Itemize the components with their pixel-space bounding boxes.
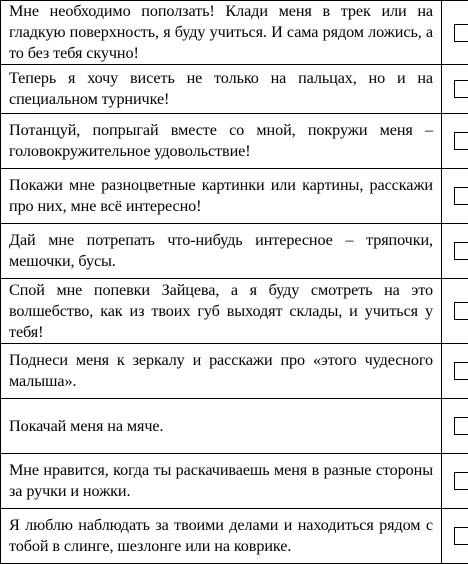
checkbox-cell [442, 65, 468, 114]
checklist-item-text: Спой мне попевки Зайцева, а я буду смотреть на это волшебство, как из твоих губ выходят склады, и учиться у тебя! [1, 279, 442, 344]
checkbox[interactable] [454, 242, 468, 260]
checklist-item-text: Я люблю наблюдать за твоими делами и находиться рядом с тобой в слинге, шезлонге или на коврике. [1, 509, 442, 564]
checkbox-cell [442, 1, 468, 65]
checkbox-cell [442, 454, 468, 509]
checklist-item-text: Теперь я хочу висеть не только на пальцах, но и на специальном турничке! [1, 65, 442, 114]
checklist-item-text: Мне необходимо поползать! Клади меня в трек или на гладкую поверхность, я буду учиться. И сама рядом ложись, а то без тебя скучно! [1, 1, 442, 65]
checkbox[interactable] [454, 132, 468, 150]
checklist-item-text: Покажи мне разноцветные картинки или картины, расскажи про них, мне всё интересно! [1, 169, 442, 224]
checkbox-cell [442, 114, 468, 169]
checkbox[interactable] [454, 80, 468, 98]
checkbox[interactable] [454, 472, 468, 490]
checklist-row [1, 65, 468, 114]
checklist-row [1, 114, 468, 169]
checkbox[interactable] [454, 302, 468, 320]
checkbox-cell [442, 169, 468, 224]
checklist-row [1, 224, 468, 279]
checkbox[interactable] [454, 24, 468, 42]
checklist-row [1, 454, 468, 509]
checkbox-cell [442, 509, 468, 564]
checkbox-cell [442, 279, 468, 344]
checklist-row [1, 344, 468, 399]
checkbox-cell [442, 224, 468, 279]
checkbox-cell [442, 344, 468, 399]
checklist-row [1, 1, 468, 65]
checklist-item-text: Поднеси меня к зеркалу и расскажи про «этого чудесного малыша». [1, 344, 442, 399]
checkbox[interactable] [454, 362, 468, 380]
checkbox[interactable] [454, 417, 468, 435]
checklist-row [1, 509, 468, 564]
checkbox[interactable] [454, 527, 468, 545]
checklist-item-text: Мне нравится, когда ты раскачиваешь меня в разные стороны за ручки и ножки. [1, 454, 442, 509]
checklist-row [1, 399, 468, 454]
checklist-item-text: Потанцуй, попрыгай вместе со мной, покружи меня – головокружительное удовольствие! [1, 114, 442, 169]
checkbox[interactable] [454, 187, 468, 205]
checkbox-cell [442, 399, 468, 454]
checklist-row [1, 169, 468, 224]
checklist-item-text: Дай мне потрепать что-нибудь интересное – тряпочки, мешочки, бусы. [1, 224, 442, 279]
checklist-item-text: Покачай меня на мяче. [1, 399, 442, 454]
checklist-row [1, 279, 468, 344]
